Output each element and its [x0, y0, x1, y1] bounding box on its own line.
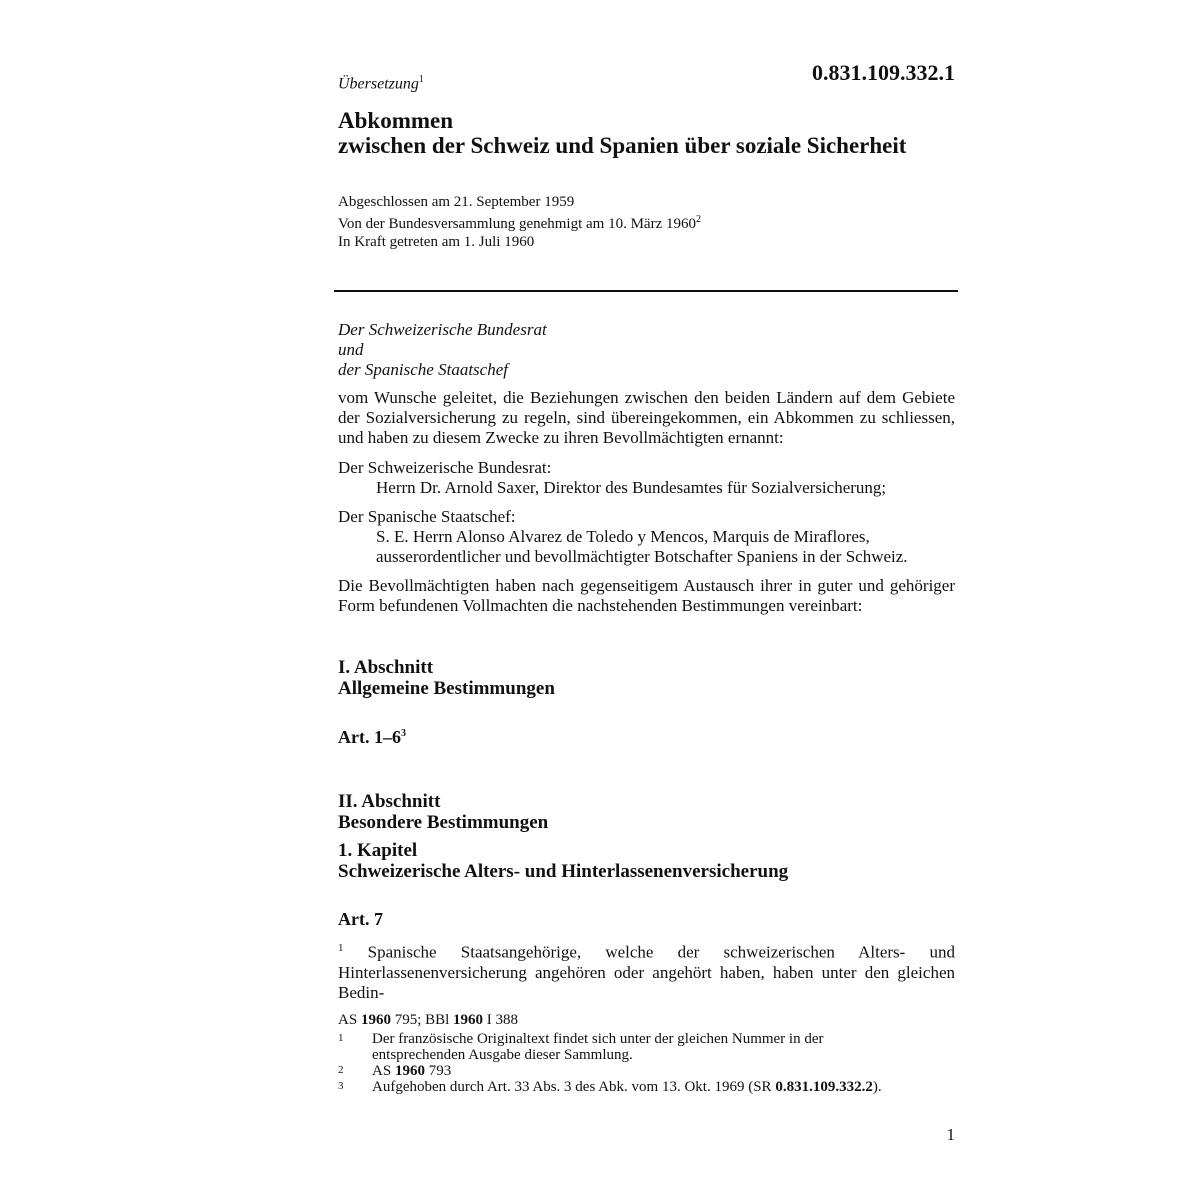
source-year-1: 1960: [360, 1012, 391, 1028]
source-prefix: AS: [338, 1012, 358, 1028]
preamble-paragraph: vom Wunsche geleitet, die Beziehungen zwischen den beiden Ländern auf dem Gebiete der Sozialversicherung zu regeln, sind übereingekommen, ein Abkommen zu schliessen, und haben zu diesem Zwecke zu ihren Bevollmächtigten ernannt:: [338, 388, 955, 447]
footnote-1-number: 1: [338, 1032, 344, 1044]
footnote-3-sr-link[interactable]: 0.831.109.332.2: [775, 1079, 873, 1095]
spanish-plenipotentiary: [338, 527, 955, 567]
chapter-1-title: 1. Kapitel: [338, 840, 418, 861]
footnote-3-end: ).: [872, 1079, 882, 1095]
party-line-1: Der Schweizerische Bundesrat: [338, 320, 547, 339]
footnote-2: [338, 1063, 958, 1079]
section-2-heading: [338, 791, 548, 833]
translation-label-text: Übersetzung: [338, 75, 419, 93]
header-divider: [334, 290, 958, 292]
meta-in-force: In Kraft getreten am 1. Juli 1960: [338, 234, 535, 250]
footnote-ref-1[interactable]: 1: [418, 74, 424, 85]
spanish-rep-line-2: ausserordentlicher und bevollmächtigter Botschafter Spaniens in der Schweiz.: [376, 547, 908, 566]
footnote-3-number: 3: [338, 1080, 344, 1092]
page-number: 1: [946, 1125, 955, 1144]
document-meta: [338, 193, 701, 251]
meta-approved-text: Von der Bundesversammlung genehmigt am 10. März 1960: [338, 216, 696, 232]
section-2-title: II. Abschnitt: [338, 791, 441, 812]
article-7-paragraph: [338, 938, 955, 1003]
article-1-6-heading: [338, 727, 406, 748]
source-year-2: 1960: [453, 1012, 484, 1028]
footnote-1-text: Der französische Originaltext findet sich unter der gleichen Nummer in der entsprechenden Ausgabe dieser Sammlung.: [372, 1031, 824, 1063]
chapter-1-subtitle: Schweizerische Alters- und Hinterlassenenversicherung: [338, 861, 789, 882]
chapter-1-heading: [338, 840, 788, 882]
footnote-3-text: [372, 1079, 958, 1095]
spanish-plenipotentiary-label: Der Spanische Staatschef:: [338, 507, 516, 526]
footnote-2-prefix: AS: [372, 1063, 392, 1079]
footnote-2-year: 1960: [394, 1063, 425, 1079]
paragraph-number: 1: [338, 942, 344, 954]
closing-paragraph: Die Bevollmächtigten haben nach gegenseitigem Austausch ihrer in guter und gehöriger Form befundenen Vollmachten die nachstehenden Bestimmungen vereinbart:: [338, 576, 955, 615]
spanish-rep-line-1: S. E. Herrn Alonso Alvarez de Toledo y Mencos, Marquis de Miraflores,: [376, 527, 870, 546]
section-2-subtitle: Besondere Bestimmungen: [338, 812, 549, 833]
footnote-source: [338, 1012, 958, 1028]
contracting-parties: [338, 320, 955, 380]
footnote-1: [338, 1031, 958, 1063]
translation-label: [338, 74, 424, 93]
document-title: [338, 108, 906, 158]
section-1-title: I. Abschnitt: [338, 657, 434, 678]
party-line-3: der Spanische Staatschef: [338, 360, 508, 379]
source-mid: 795; BBl: [394, 1012, 450, 1028]
swiss-plenipotentiary-label: Der Schweizerische Bundesrat:: [338, 458, 552, 477]
article-7-heading: Art. 7: [338, 909, 383, 929]
footnote-ref-3[interactable]: 3: [400, 728, 406, 739]
title-line-2: zwischen der Schweiz und Spanien über soziale Sicherheit: [338, 133, 907, 158]
article-7-text: Spanische Staatsangehörige, welche der schweizerischen Alters- und Hinterlassenenversicherung angehören oder angehört haben, haben unter den gleichen Bedin-: [338, 942, 955, 1002]
footnote-2-number: 2: [338, 1064, 344, 1076]
sr-number: 0.831.109.332.1: [812, 60, 955, 85]
footnotes: [338, 1012, 958, 1095]
footnote-3: [338, 1079, 958, 1095]
party-line-2: und: [338, 340, 364, 359]
footnote-3-body: Aufgehoben durch Art. 33 Abs. 3 des Abk. vom 13. Okt. 1969 (SR: [372, 1079, 772, 1095]
source-suffix: I 388: [486, 1012, 519, 1028]
footnote-ref-2[interactable]: 2: [696, 214, 701, 225]
footnote-2-text: [372, 1063, 958, 1079]
article-1-6-label: Art. 1–6: [338, 727, 401, 747]
swiss-plenipotentiary: Herrn Dr. Arnold Saxer, Direktor des Bundesamtes für Sozialversicherung;: [376, 478, 887, 497]
meta-approved: [338, 211, 701, 233]
meta-concluded: Abgeschlossen am 21. September 1959: [338, 194, 575, 210]
title-line-1: Abkommen: [338, 108, 454, 133]
section-1-heading: [338, 657, 555, 699]
footnote-2-suffix: 793: [428, 1063, 452, 1079]
section-1-subtitle: Allgemeine Bestimmungen: [338, 678, 555, 699]
